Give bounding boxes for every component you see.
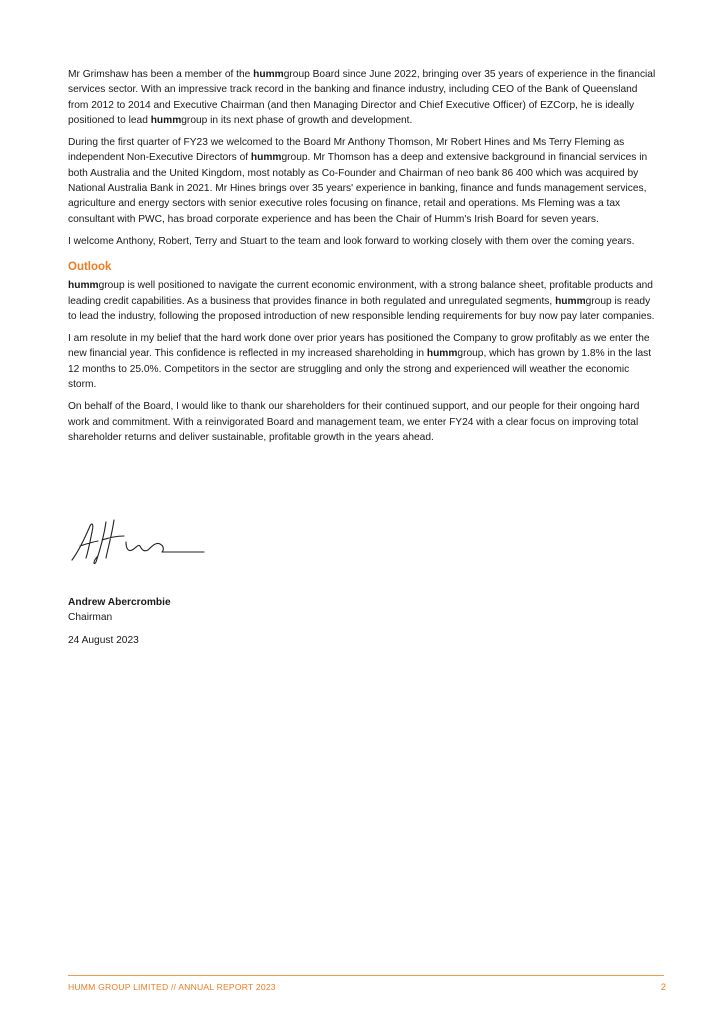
signoff-block bbox=[68, 595, 171, 648]
footer-text: HUMM GROUP LIMITED // ANNUAL REPORT 2023 bbox=[68, 982, 276, 992]
paragraph-outlook: hummgroup is well positioned to navigate the current economic environment, with a strong balance sheet, profitable products and leading credit capabilities. As a business that provides finance in both regulated and unregulated segments, hummgroup is ready to lead the industry, following the proposed introduction of new responsible lending requirements for buy now pay later companies. bbox=[68, 280, 655, 322]
paragraph-thanks: On behalf of the Board, I would like to thank our shareholders for their continued support, and our people for their ongoing hard work and commitment. With a reinvigorated Board and management team, we enter FY24 with a clear focus on improving total shareholder returns and deliver sustainable, profitable growth in the years ahead. bbox=[68, 401, 640, 443]
letter-body bbox=[68, 67, 658, 452]
paragraph-new-directors: During the first quarter of FY23 we welcomed to the Board Mr Anthony Thomson, Mr Robert Hines and Ms Terry Fleming as independent Non-Executive Directors of hummgroup. Mr Thomson has a deep and extensive background in financial services in both Australia and the United Kingdom, most notably as Co-Founder and Chairman of neo bank 86 400 which was acquired by National Australia Bank in 2021. Mr Hines brings over 35 years' experience in banking, finance and funds management services, agriculture and energy sectors with senior executive roles focusing on finance, retail and operations. Ms Fleming was a tax consultant with PWC, has broad corporate experience and has been the Chair of Humm's Irish Board for seven years. bbox=[68, 137, 648, 225]
footer-divider bbox=[68, 975, 664, 976]
outlook-heading: Outlook bbox=[68, 261, 112, 274]
signatory-name: Andrew Abercrombie bbox=[68, 597, 171, 608]
signatory-title: Chairman bbox=[68, 612, 113, 623]
page-number: 2 bbox=[660, 982, 666, 993]
letter-date: 24 August 2023 bbox=[68, 635, 139, 646]
signature-image bbox=[68, 512, 208, 568]
paragraph-grimshaw: Mr Grimshaw has been a member of the hummgroup Board since June 2022, bringing over 35 years of experience in the financial services sector. With an impressive track record in the banking and finance industry, including CEO of the Bank of Queensland from 2012 to 2014 and Executive Chairman (and then Managing Director and Chief Executive Officer) of EZCorp, he is ideally positioned to lead hummgroup in its next phase of growth and development. bbox=[68, 69, 656, 126]
paragraph-welcome: I welcome Anthony, Robert, Terry and Stuart to the team and look forward to working closely with them over the coming years. bbox=[68, 235, 635, 247]
paragraph-resolute: I am resolute in my belief that the hard work done over prior years has positioned the Company to grow profitably as we enter the new financial year. This confidence is reflected in my increased shareholding in hummgroup, which has grown by 1.8% in the last 12 months to 25.0%. Competitors in the sector are struggling and only the strong and experienced will weather the economic storm. bbox=[68, 333, 652, 391]
